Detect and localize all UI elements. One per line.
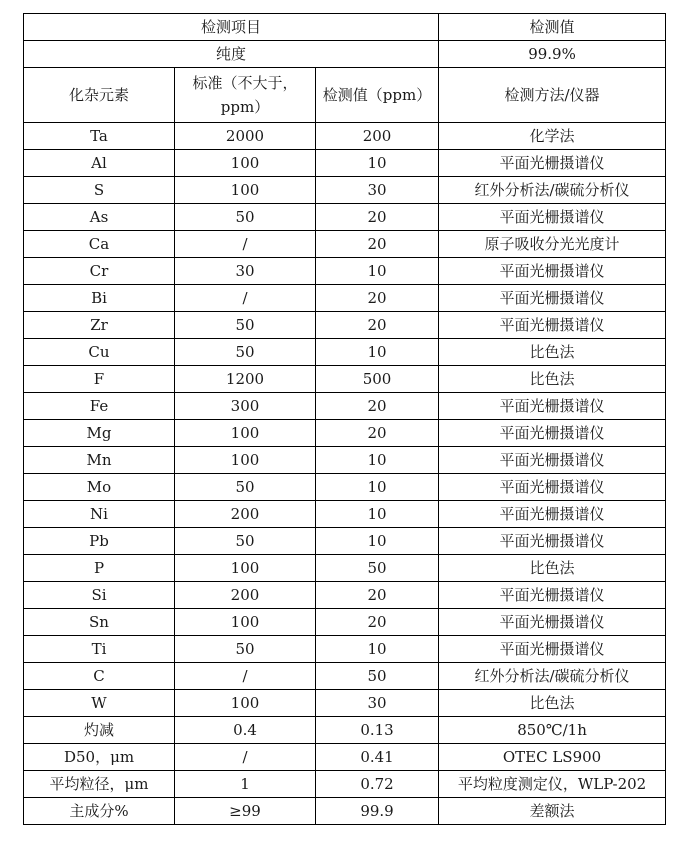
method-cell: 比色法 xyxy=(439,366,666,393)
table-row xyxy=(24,150,666,177)
element-cell: As xyxy=(24,204,175,231)
method-cell: 平面光栅摄谱仪 xyxy=(439,474,666,501)
standard-cell: 100 xyxy=(175,447,316,474)
measured-cell: 0.72 xyxy=(316,771,439,798)
element-cell: F xyxy=(24,366,175,393)
standard-cell: 30 xyxy=(175,258,316,285)
standard-cell: 50 xyxy=(175,339,316,366)
measured-cell: 30 xyxy=(316,177,439,204)
standard-cell: 0.4 xyxy=(175,717,316,744)
standard-cell: 200 xyxy=(175,501,316,528)
element-cell: 灼减 xyxy=(24,717,175,744)
column-header-row xyxy=(24,68,666,123)
standard-column-header: 标准（不大于，ppm） xyxy=(175,68,316,123)
table-row xyxy=(24,447,666,474)
element-cell: Pb xyxy=(24,528,175,555)
table-row xyxy=(24,393,666,420)
method-cell: 差额法 xyxy=(439,798,666,825)
standard-cell: 2000 xyxy=(175,123,316,150)
method-cell: 比色法 xyxy=(439,690,666,717)
method-cell: 平面光栅摄谱仪 xyxy=(439,636,666,663)
standard-cell: 50 xyxy=(175,312,316,339)
element-cell: Cu xyxy=(24,339,175,366)
standard-cell: 100 xyxy=(175,690,316,717)
table-row xyxy=(24,420,666,447)
standard-cell: 200 xyxy=(175,582,316,609)
method-cell: 平面光栅摄谱仪 xyxy=(439,285,666,312)
element-cell: D50，μm xyxy=(24,744,175,771)
measured-cell: 200 xyxy=(316,123,439,150)
measured-cell: 50 xyxy=(316,555,439,582)
standard-cell: 300 xyxy=(175,393,316,420)
method-cell: 红外分析法/碳硫分析仪 xyxy=(439,663,666,690)
method-cell: 平面光栅摄谱仪 xyxy=(439,150,666,177)
measured-cell: 10 xyxy=(316,150,439,177)
element-cell: Mo xyxy=(24,474,175,501)
measured-cell: 10 xyxy=(316,258,439,285)
table-row xyxy=(24,285,666,312)
table-row xyxy=(24,474,666,501)
method-cell: 平均粒度测定仪，WLP-202 xyxy=(439,771,666,798)
measured-cell: 99.9 xyxy=(316,798,439,825)
measured-cell: 20 xyxy=(316,231,439,258)
purity-value: 99.9% xyxy=(439,41,666,68)
measured-cell: 10 xyxy=(316,528,439,555)
table-row xyxy=(24,690,666,717)
table-row xyxy=(24,501,666,528)
measured-cell: 30 xyxy=(316,690,439,717)
measured-cell: 20 xyxy=(316,285,439,312)
standard-cell: / xyxy=(175,285,316,312)
table-row xyxy=(24,123,666,150)
element-cell: W xyxy=(24,690,175,717)
method-cell: 850℃/1h xyxy=(439,717,666,744)
table-row xyxy=(24,231,666,258)
element-cell: P xyxy=(24,555,175,582)
table-row xyxy=(24,717,666,744)
table-row xyxy=(24,366,666,393)
standard-cell: 50 xyxy=(175,474,316,501)
purity-label: 纯度 xyxy=(24,41,439,68)
element-cell: Zr xyxy=(24,312,175,339)
method-cell: 平面光栅摄谱仪 xyxy=(439,204,666,231)
table-row xyxy=(24,798,666,825)
standard-cell: 50 xyxy=(175,636,316,663)
standard-cell: 100 xyxy=(175,420,316,447)
measured-cell: 0.41 xyxy=(316,744,439,771)
method-cell: 平面光栅摄谱仪 xyxy=(439,420,666,447)
measured-cell: 10 xyxy=(316,447,439,474)
measured-cell: 10 xyxy=(316,501,439,528)
element-cell: Fe xyxy=(24,393,175,420)
table-row xyxy=(24,528,666,555)
test-results-table xyxy=(23,13,666,825)
measured-cell: 10 xyxy=(316,636,439,663)
table-row xyxy=(24,258,666,285)
table-row xyxy=(24,177,666,204)
measured-cell: 50 xyxy=(316,663,439,690)
element-cell: Ta xyxy=(24,123,175,150)
standard-cell: 100 xyxy=(175,150,316,177)
element-cell: Ti xyxy=(24,636,175,663)
method-cell: 平面光栅摄谱仪 xyxy=(439,582,666,609)
standard-cell: 100 xyxy=(175,609,316,636)
measured-cell: 500 xyxy=(316,366,439,393)
measured-cell: 20 xyxy=(316,312,439,339)
table-row xyxy=(24,744,666,771)
measured-column-header: 检测值（ppm） xyxy=(316,68,439,123)
measured-cell: 20 xyxy=(316,609,439,636)
table-row xyxy=(24,636,666,663)
standard-cell: 50 xyxy=(175,528,316,555)
test-item-header: 检测项目 xyxy=(24,14,439,41)
measured-cell: 10 xyxy=(316,474,439,501)
measured-cell: 10 xyxy=(316,339,439,366)
element-cell: 平均粒径，μm xyxy=(24,771,175,798)
element-cell: 主成分% xyxy=(24,798,175,825)
table-row xyxy=(24,771,666,798)
method-column-header: 检测方法/仪器 xyxy=(439,68,666,123)
measured-cell: 20 xyxy=(316,420,439,447)
measured-cell: 20 xyxy=(316,204,439,231)
method-cell: 比色法 xyxy=(439,555,666,582)
table-row xyxy=(24,663,666,690)
table-row xyxy=(24,312,666,339)
element-column-header: 化杂元素 xyxy=(24,68,175,123)
element-cell: Mg xyxy=(24,420,175,447)
method-cell: 平面光栅摄谱仪 xyxy=(439,258,666,285)
method-cell: 化学法 xyxy=(439,123,666,150)
element-cell: Bi xyxy=(24,285,175,312)
element-cell: Ca xyxy=(24,231,175,258)
table-row xyxy=(24,609,666,636)
standard-cell: 100 xyxy=(175,177,316,204)
standard-cell: 1200 xyxy=(175,366,316,393)
method-cell: OTEC LS900 xyxy=(439,744,666,771)
method-cell: 平面光栅摄谱仪 xyxy=(439,609,666,636)
standard-cell: ≥99 xyxy=(175,798,316,825)
element-cell: S xyxy=(24,177,175,204)
standard-cell: 100 xyxy=(175,555,316,582)
element-cell: Si xyxy=(24,582,175,609)
method-cell: 平面光栅摄谱仪 xyxy=(439,528,666,555)
element-cell: C xyxy=(24,663,175,690)
table-row xyxy=(24,555,666,582)
method-cell: 平面光栅摄谱仪 xyxy=(439,447,666,474)
element-cell: Ni xyxy=(24,501,175,528)
method-cell: 比色法 xyxy=(439,339,666,366)
measured-cell: 0.13 xyxy=(316,717,439,744)
standard-cell: 1 xyxy=(175,771,316,798)
table-row xyxy=(24,582,666,609)
method-cell: 平面光栅摄谱仪 xyxy=(439,312,666,339)
element-cell: Cr xyxy=(24,258,175,285)
standard-cell: 50 xyxy=(175,204,316,231)
table-row xyxy=(24,204,666,231)
standard-cell: / xyxy=(175,231,316,258)
element-cell: Sn xyxy=(24,609,175,636)
method-cell: 平面光栅摄谱仪 xyxy=(439,393,666,420)
standard-cell: / xyxy=(175,744,316,771)
method-cell: 平面光栅摄谱仪 xyxy=(439,501,666,528)
element-cell: Al xyxy=(24,150,175,177)
standard-cell: / xyxy=(175,663,316,690)
test-value-header: 检测值 xyxy=(439,14,666,41)
method-cell: 原子吸收分光光度计 xyxy=(439,231,666,258)
measured-cell: 20 xyxy=(316,582,439,609)
element-cell: Mn xyxy=(24,447,175,474)
measured-cell: 20 xyxy=(316,393,439,420)
table-row xyxy=(24,339,666,366)
table-title-row xyxy=(24,14,666,41)
purity-row xyxy=(24,41,666,68)
method-cell: 红外分析法/碳硫分析仪 xyxy=(439,177,666,204)
